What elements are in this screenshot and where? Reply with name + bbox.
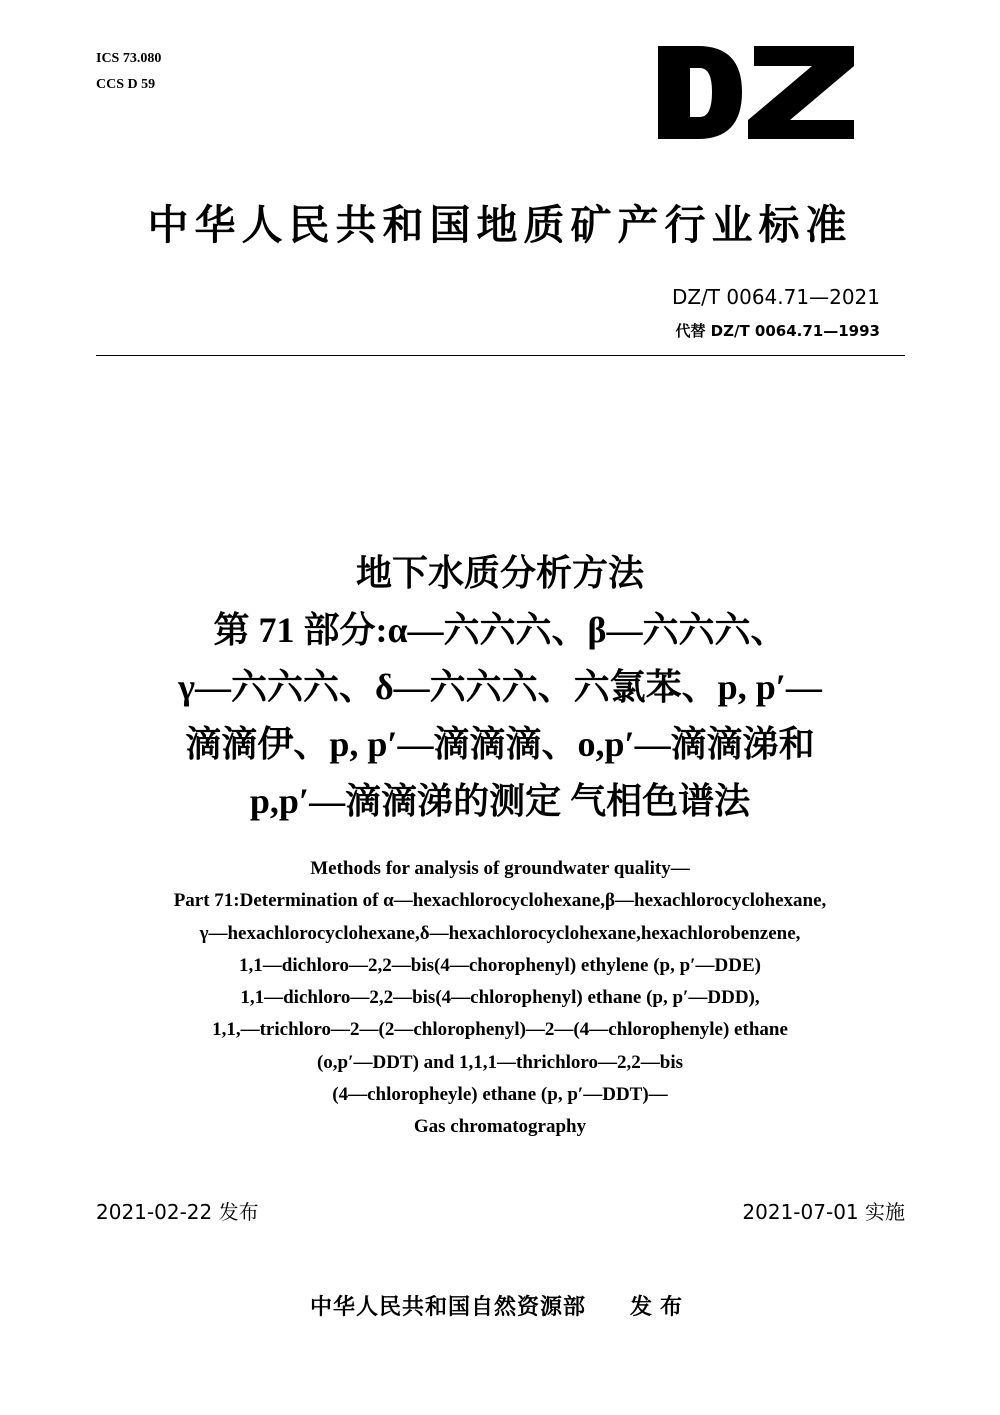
ccs-code: CCS D 59 (96, 77, 156, 92)
english-title-line: (o,p′—DDT) and 1,1,1—thrichloro—2,2—bis (316, 1051, 684, 1073)
chinese-title-line: 地下水质分析方法 (355, 553, 644, 593)
standard-number: DZ/T 0064.71—2021 (671, 285, 880, 309)
english-title-line: Methods for analysis of groundwater quality— (310, 858, 690, 879)
issuer-name: 中华人民共和国自然资源部 (309, 1295, 586, 1320)
chinese-title-line: p,p′—滴滴涕的测定 气相色谱法 (249, 781, 751, 821)
english-title (40, 853, 960, 1144)
english-title-line: Part 71:Determination of α—hexachlorocyclohexane,β—hexachlorocyclohexane, (173, 890, 827, 912)
english-title-line: Gas chromatography (413, 1116, 587, 1138)
standard-title: 中华人民共和国地质矿产行业标准 (147, 201, 853, 249)
english-title-line: γ—hexachlorocyclohexane,δ—hexachlorocyclohexane,hexachlorobenzene, (199, 922, 801, 944)
chinese-title-line: 第 71 部分:α—六六六、β—六六六、 (213, 610, 787, 650)
ics-code: ICS 73.080 (96, 51, 162, 66)
replaces-standard: 代替 DZ/T 0064.71—1993 (675, 322, 880, 340)
english-title-line: 1,1—dichloro—2,2—bis(4—chorophenyl) ethylene (p, p′—DDE) (239, 954, 761, 976)
english-title-line: (4—chloropheyle) ethane (p, p′—DDT)— (332, 1084, 668, 1106)
chinese-title-line: 滴滴伊、p, p′—滴滴滴、o,p′—滴滴涕和 (185, 724, 815, 764)
issuer (0, 1290, 1000, 1321)
implementation-date: 2021-07-01 实施 (742, 1200, 905, 1224)
english-title-line: 1,1,—trichloro—2—(2—chlorophenyl)—2—(4—chlorophenyle) ethane (212, 1019, 788, 1041)
issuer-suffix: 发布 (630, 1295, 691, 1320)
dz-logo (650, 40, 860, 145)
chinese-title-line: γ—六六六、δ—六六六、六氯苯、p, p′— (178, 667, 822, 707)
english-title-line: 1,1—dichloro—2,2—bis(4—chlorophenyl) ethane (p, p′—DDD), (240, 987, 760, 1009)
chinese-title (40, 545, 960, 830)
classification-codes (96, 46, 161, 98)
publish-date: 2021-02-22 发布 (96, 1200, 259, 1224)
header-divider (96, 355, 905, 356)
